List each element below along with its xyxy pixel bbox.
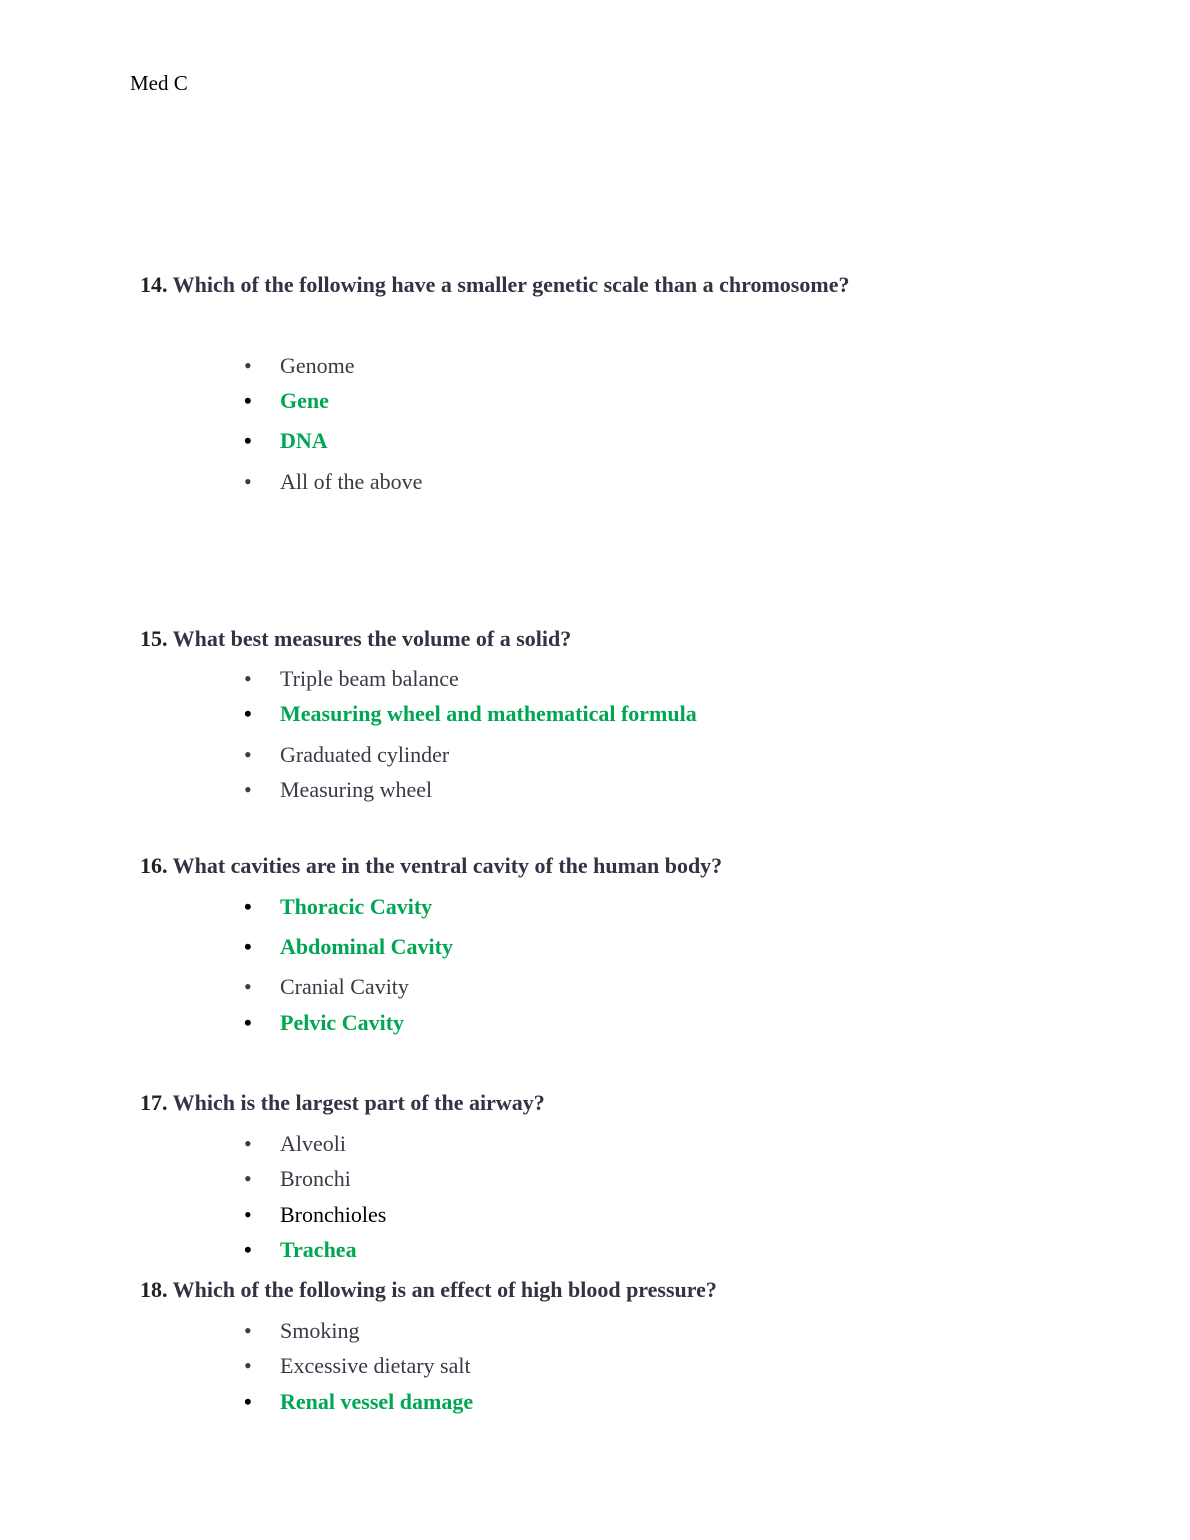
option-label: Excessive dietary salt (280, 1353, 471, 1378)
bullet-icon: • (244, 428, 252, 453)
bullet-icon: • (244, 666, 252, 691)
question-number: 16. (140, 853, 168, 878)
bullet-icon: • (244, 1389, 252, 1414)
question-text: Which is the largest part of the airway? (172, 1090, 545, 1115)
option-label: Gene (280, 388, 329, 413)
bullet-icon: • (244, 469, 252, 494)
option-label: Abdominal Cavity (280, 934, 453, 959)
question-number: 17. (140, 1090, 168, 1115)
question-text: Which of the following is an effect of high blood pressure? (172, 1277, 717, 1302)
bullet-icon: • (244, 934, 252, 959)
bullet-icon: • (244, 777, 252, 802)
document-header: Med C (130, 71, 188, 95)
option-label: Genome (280, 353, 355, 378)
option-label: DNA (280, 428, 328, 453)
bullet-icon: • (244, 1131, 252, 1156)
bullet-icon: • (244, 1237, 252, 1262)
bullet-icon: • (244, 388, 252, 413)
bullet-icon: • (244, 974, 252, 999)
option-label: Pelvic Cavity (280, 1010, 405, 1035)
bullet-icon: • (244, 894, 252, 919)
question-text: Which of the following have a smaller genetic scale than a chromosome? (172, 272, 850, 297)
bullet-icon: • (244, 1353, 252, 1378)
option-label: Measuring wheel (280, 777, 433, 802)
option-label: Triple beam balance (280, 666, 459, 691)
bullet-icon: • (244, 742, 252, 767)
bullet-icon: • (244, 1166, 252, 1191)
option-label: All of the above (280, 469, 423, 494)
question-17 (140, 1090, 545, 1116)
bullet-icon: • (244, 1318, 252, 1343)
option-label: Thoracic Cavity (280, 894, 433, 919)
bullet-icon: • (244, 1202, 252, 1227)
question-number: 18. (140, 1277, 168, 1302)
option-label: Renal vessel damage (280, 1389, 474, 1414)
option-label: Cranial Cavity (280, 974, 409, 999)
option-label: Trachea (280, 1237, 357, 1262)
question-number: 14. (140, 272, 168, 297)
question-14 (140, 272, 849, 298)
option-label: Bronchi (280, 1166, 351, 1191)
bullet-icon: • (244, 701, 252, 726)
bullet-icon: • (244, 1010, 252, 1035)
question-text: What cavities are in the ventral cavity of the human body? (172, 853, 723, 878)
option-label: Bronchioles (280, 1202, 387, 1227)
bullet-icon: • (244, 353, 252, 378)
question-number: 15. (140, 626, 168, 651)
question-text: What best measures the volume of a solid? (172, 626, 572, 651)
option-label: Smoking (280, 1318, 360, 1343)
question-18 (140, 1277, 717, 1303)
question-16 (140, 853, 722, 879)
option-label: Graduated cylinder (280, 742, 450, 767)
question-15 (140, 626, 571, 652)
option-label: Alveoli (280, 1131, 346, 1156)
option-label: Measuring wheel and mathematical formula (280, 701, 697, 726)
